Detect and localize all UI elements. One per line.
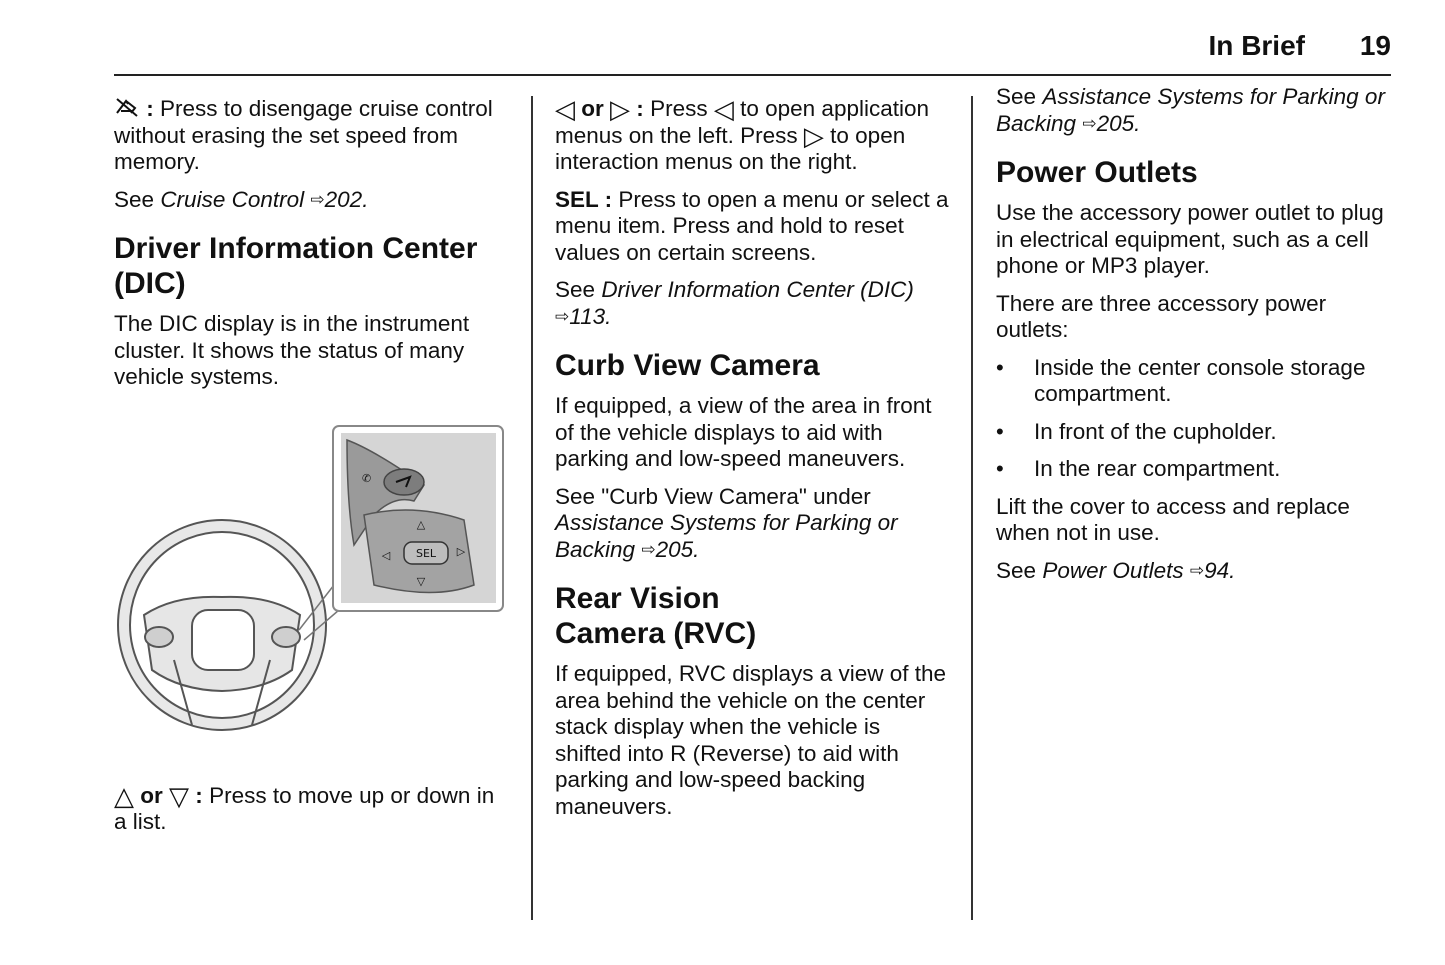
column-3 (996, 84, 1391, 595)
page-ref-number[interactable]: 205 (1096, 110, 1135, 136)
power-outlets-link[interactable]: Power Outlets (1042, 557, 1184, 583)
bullet-icon: • (996, 456, 1004, 481)
right-arrow-icon: ▷ (610, 94, 631, 124)
list-item-text: In front of the cupholder. (1034, 418, 1277, 444)
cruise-control-link[interactable]: Cruise Control (160, 186, 305, 212)
page-ref-arrow-icon: ⇨ (1082, 113, 1097, 133)
column-1 (114, 96, 509, 847)
down-arrow-icon: ▽ (169, 780, 190, 811)
curb-view-heading: Curb View Camera (555, 349, 820, 382)
rvc-heading (555, 581, 950, 651)
see-prefix: See (555, 277, 596, 302)
bullet-icon: • (996, 418, 1004, 444)
curb-view-description: If equipped, a view of the area in front of the vehicle displays to aid with parking and low-speed maneuvers. (555, 393, 932, 471)
updown-or: or (140, 782, 163, 808)
sel-paragraph (555, 187, 950, 267)
dic-description: The DIC display is in the instrument cluster. It shows the status of many vehicle systems. (114, 311, 470, 389)
page-ref-number[interactable]: 202 (324, 186, 363, 212)
power-outlets-heading: Power Outlets (996, 156, 1198, 189)
curb-see-text: See "Curb View Camera" under (555, 483, 871, 509)
dic-heading: Driver Information Center (DIC) (114, 232, 478, 300)
svg-text:△: △ (416, 518, 426, 531)
sel-label: SEL : (555, 186, 613, 212)
updown-description: Press to move up or down in a list. (114, 782, 495, 834)
section-title: In Brief (1208, 30, 1305, 61)
leftright-text-c: to open interaction menus on the right. (555, 122, 906, 174)
leftright-text-a: Press (650, 96, 708, 121)
svg-text:▽: ▽ (416, 575, 426, 588)
rvc-heading-line1: Rear Vision (555, 582, 720, 615)
rvc-heading-line2: Camera (RVC) (555, 617, 757, 650)
list-item (996, 456, 1391, 483)
cancel-key-label: : (146, 96, 154, 121)
list-item (996, 419, 1391, 446)
cancel-description: Press to disengage cruise control without erasing the set speed from memory. (114, 96, 493, 174)
leftright-text-b: to open application menus on the left. Press (555, 96, 930, 148)
svg-text:◁: ◁ (381, 549, 391, 562)
list-item (996, 355, 1391, 408)
svg-text:▷: ▷ (456, 545, 466, 558)
page-ref-arrow-icon: ⇨ (1189, 560, 1205, 580)
sel-description: Press to open a menu or select a menu item. Press and hold to reset values on certain screens. (555, 186, 949, 265)
see-prefix: See (996, 557, 1037, 583)
updown-colon: : (195, 782, 203, 808)
rvc-description: If equipped, RVC displays a view of the area behind the vehicle on the center stack display when the vehicle is shifted into R (Reverse) to aid with parking and low-speed backing maneuvers. (555, 661, 947, 819)
steering-wheel-illustration (118, 520, 326, 730)
list-item-text: In the rear compartment. (1034, 456, 1281, 481)
up-down-paragraph (114, 780, 509, 836)
assistance-systems-link[interactable]: Assistance Systems for Parking or Backing (555, 510, 898, 562)
figure-sel-label: SEL (415, 546, 437, 560)
column-2 (555, 96, 950, 831)
page-ref-number[interactable]: 94 (1204, 557, 1230, 583)
page-header (114, 30, 1391, 76)
outlet-locations-list (996, 355, 1391, 483)
svg-text:✆: ✆ (362, 471, 372, 485)
see-prefix: See (996, 84, 1037, 109)
curb-see-reference: See "Curb View Camera" under Assistance Systems for Parking or Backing ⇨205. (555, 483, 898, 562)
power-outlets-description: Use the accessory power outlet to plug in electrical equipment, such as a cell phone or MP3 player. (996, 200, 1384, 278)
column-divider (531, 96, 533, 920)
left-arrow-icon: ◁ (555, 94, 575, 124)
see-power-reference: See Power Outlets ⇨94. (996, 557, 1236, 583)
page-number: 19 (1359, 30, 1391, 61)
cruise-cancel-paragraph (114, 96, 509, 176)
left-arrow-icon: ◁ (713, 94, 734, 124)
page-ref-number[interactable]: 205 (655, 536, 694, 562)
steering-wheel-figure (114, 425, 509, 755)
see-prefix: See (114, 186, 155, 212)
page-ref-number[interactable]: 113 (569, 303, 606, 329)
lift-cover-text: Lift the cover to access and replace when not in use. (996, 493, 1350, 545)
assistance-systems-link[interactable]: Assistance Systems for Parking or Backing (996, 84, 1385, 136)
see-cruise-reference: See Cruise Control ⇨202. (114, 186, 369, 212)
page-ref-arrow-icon: ⇨ (310, 189, 325, 209)
up-arrow-icon: △ (114, 780, 134, 811)
leftright-colon: : (636, 96, 644, 121)
page-ref-arrow-icon: ⇨ (555, 306, 570, 326)
see-dic-reference: See Driver Information Center (DIC) ⇨113. (555, 277, 914, 329)
column-divider (971, 96, 973, 920)
three-outlets-text: There are three accessory power outlets: (996, 290, 1327, 342)
steering-controls-inset (333, 426, 503, 611)
list-item-text: Inside the center console storage compartment. (1034, 354, 1366, 406)
left-right-paragraph (555, 96, 950, 176)
cruise-cancel-icon (114, 96, 140, 119)
page-ref-arrow-icon: ⇨ (641, 539, 656, 559)
bullet-icon: • (996, 354, 1004, 380)
right-arrow-icon: ▷ (803, 120, 824, 151)
see-assistance-reference: See Assistance Systems for Parking or Backing ⇨205. (996, 84, 1385, 136)
leftright-or: or (581, 96, 604, 121)
dic-link[interactable]: Driver Information Center (DIC) (601, 277, 914, 302)
